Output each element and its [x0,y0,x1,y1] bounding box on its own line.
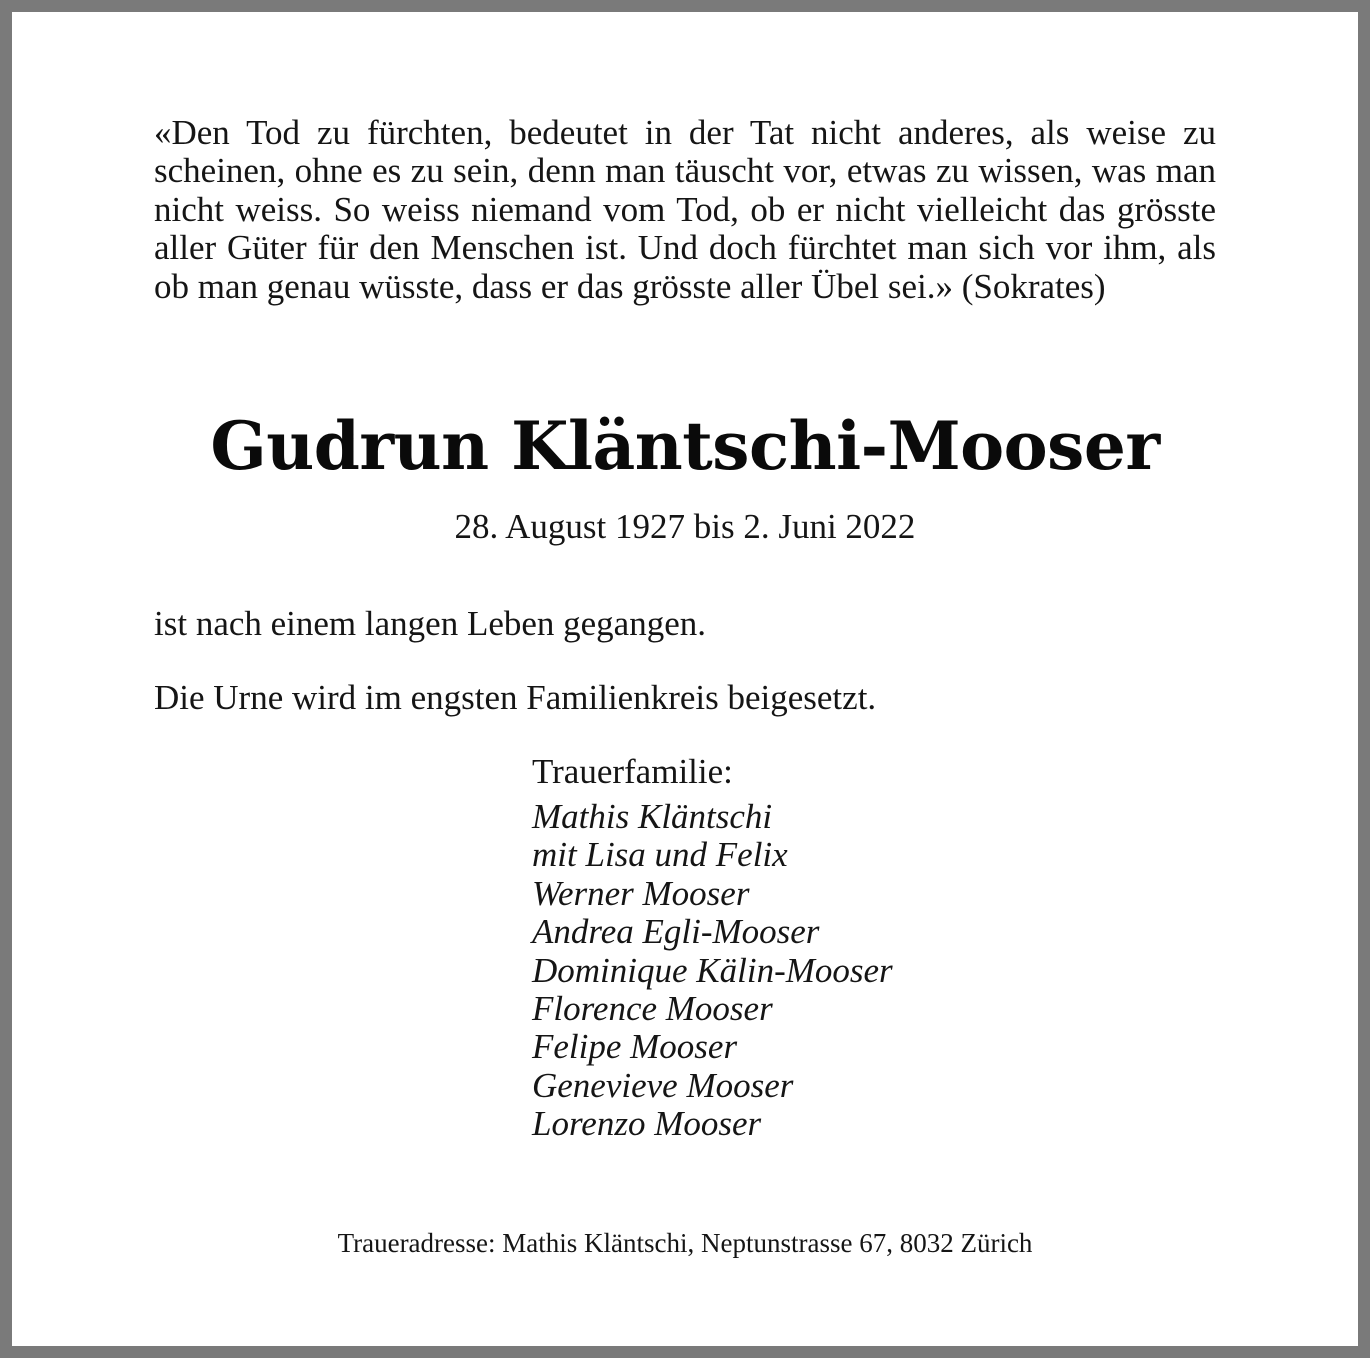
family-label: Trauerfamilie: [532,752,733,791]
family-member: Andrea Egli-Mooser [532,912,820,952]
family-member: Florence Mooser [532,989,773,1029]
life-dates: 28. August 1927 bis 2. Juni 2022 [454,507,916,546]
mourning-address: Traueradresse: Mathis Kläntschi, Neptunstrasse 67, 8032 Zürich [337,1228,1033,1258]
family-member: Lorenzo Mooser [532,1104,762,1144]
burial-line: Die Urne wird im engsten Familienkreis beigesetzt. [154,678,877,717]
family-member: Felipe Mooser [532,1027,738,1067]
family-list [532,798,893,1144]
deceased-name: Gudrun Kläntschi-Mooser [210,407,1160,485]
announcement-line: ist nach einem langen Leben gegangen. [154,604,707,643]
family-member: Genevieve Mooser [532,1065,794,1105]
family-member: mit Lisa und Felix [532,835,788,875]
family-member: Dominique Kälin-Mooser [532,950,893,990]
obituary-notice [12,12,1358,1346]
opening-quote: «Den Tod zu fürchten, bedeutet in der Tat nicht anderes, als weise zu scheinen, ohne es zu sein, denn man täuscht vor, etwas zu wissen, was man nicht weiss. So weiss niemand vom Tod, ob er nicht vielleicht das grösste aller Güter für den Menschen ist. Und doch fürchtet man sich vor ihm, als ob man genau wüsste, dass er das grösste aller Übel sei.» (Sokrates) [154,113,1216,306]
family-member: Mathis Kläntschi [532,797,773,836]
family-member: Werner Mooser [532,873,750,913]
